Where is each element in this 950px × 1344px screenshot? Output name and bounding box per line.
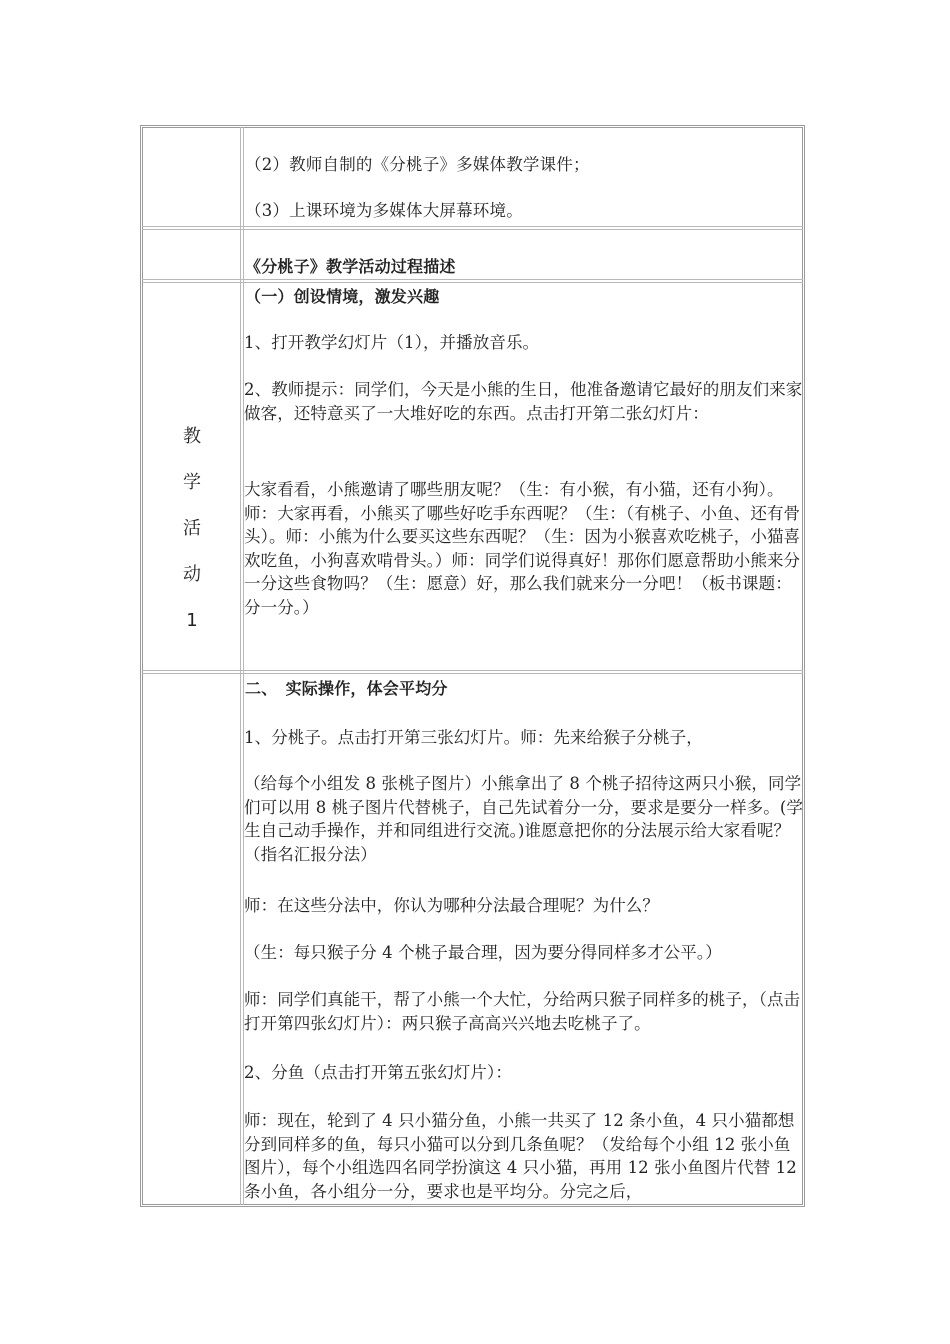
materials-item-3: （3）上课环境为多媒体大屏幕环境。 (245, 201, 523, 220)
activity-label (180, 414, 204, 644)
activity-label-char: 学 (183, 472, 201, 493)
activity-label-char: 教 (183, 426, 201, 447)
activity-label-char: 1 (186, 610, 198, 631)
activity-1-heading: （一）创设情境，激发兴趣 (245, 287, 440, 306)
row-divider-2b (142, 282, 803, 283)
activity-2-paragraph-5: 师：同学们真能干，帮了小熊一个大忙，分给两只猴子同样多的桃子，（点击打开第四张幻灯片）：两只猴子高高兴兴地去吃桃子了。 (244, 990, 801, 1033)
activity-2-paragraph-6: 2、分鱼（点击打开第五张幻灯片）： (244, 1063, 512, 1082)
row-divider-1b (142, 229, 803, 230)
row-divider-1 (142, 226, 803, 227)
column-divider (240, 127, 241, 1205)
activity-1-paragraph-1: 1、打开教学幻灯片（1），并播放音乐。 (244, 333, 540, 352)
row-divider-3b (142, 673, 803, 674)
activity-label-char: 活 (183, 518, 201, 539)
activity-2-paragraph-1: 1、分桃子。点击打开第三张幻灯片。师：先来给猴子分桃子， (244, 728, 703, 747)
activity-2-paragraph-3: 师：在这些分法中，你认为哪种分法最合理呢？为什么？ (244, 896, 659, 915)
row-divider-2 (142, 279, 803, 280)
activity-2-paragraph-7: 师：现在，轮到了 4 只小猫分鱼，小熊一共买了 12 条小鱼，4 只小猫都想分到同样多的鱼，每只小猫可以分到几条鱼呢？（发给每个小组 12 张小鱼图片），每个小组选四名同学扮演这 4 只小猫，再用 12 张小鱼图片代替 12 条小鱼，各小组分一分，要求也是平均分。分完之后， (244, 1111, 797, 1201)
activity-1-paragraph-3: 大家看看，小熊邀请了哪些朋友呢？（生：有小猴，有小猫，还有小狗）。师：大家再看，小熊买了哪些好吃手东西呢？（生：（有桃子、小鱼、还有骨头）。师：小熊为什么要买这些东西呢？（生：因为小猴喜欢吃桃子，小猫喜欢吃鱼，小狗喜欢啃骨头。）师：同学们说得真好！那你们愿意帮助小熊来分一分这些食物吗？（生：愿意）好，那么我们就来分一分吧！（板书课题：分一分。） (244, 480, 801, 617)
activity-1-paragraph-2: 2、教师提示：同学们，今天是小熊的生日，他准备邀请它最好的朋友们来家做客，还特意买了一大堆好吃的东西。点击打开第二张幻灯片： (244, 380, 803, 423)
materials-item-2: （2）教师自制的《分桃子》多媒体教学课件； (245, 155, 590, 174)
row-divider-3 (142, 670, 803, 671)
section-title: 《分桃子》教学活动过程描述 (245, 257, 456, 276)
column-divider-inner (243, 127, 244, 1205)
activity-label-char: 动 (183, 564, 201, 585)
activity-2-paragraph-2: （给每个小组发 8 张桃子图片）小熊拿出了 8 个桃子招待这两只小猴，同学们可以用 8 桃子图片代替桃子，自己先试着分一分，要求是要分一样多。(学生自己动手操作，并和同组进行交流。)谁愿意把你的分法展示给大家看呢？（指名汇报分法） (244, 774, 804, 864)
activity-2-heading: 二、 实际操作，体会平均分 (245, 679, 448, 698)
activity-2-paragraph-4: （生：每只猴子分 4 个桃子最合理，因为要分得同样多才公平。） (244, 943, 722, 962)
